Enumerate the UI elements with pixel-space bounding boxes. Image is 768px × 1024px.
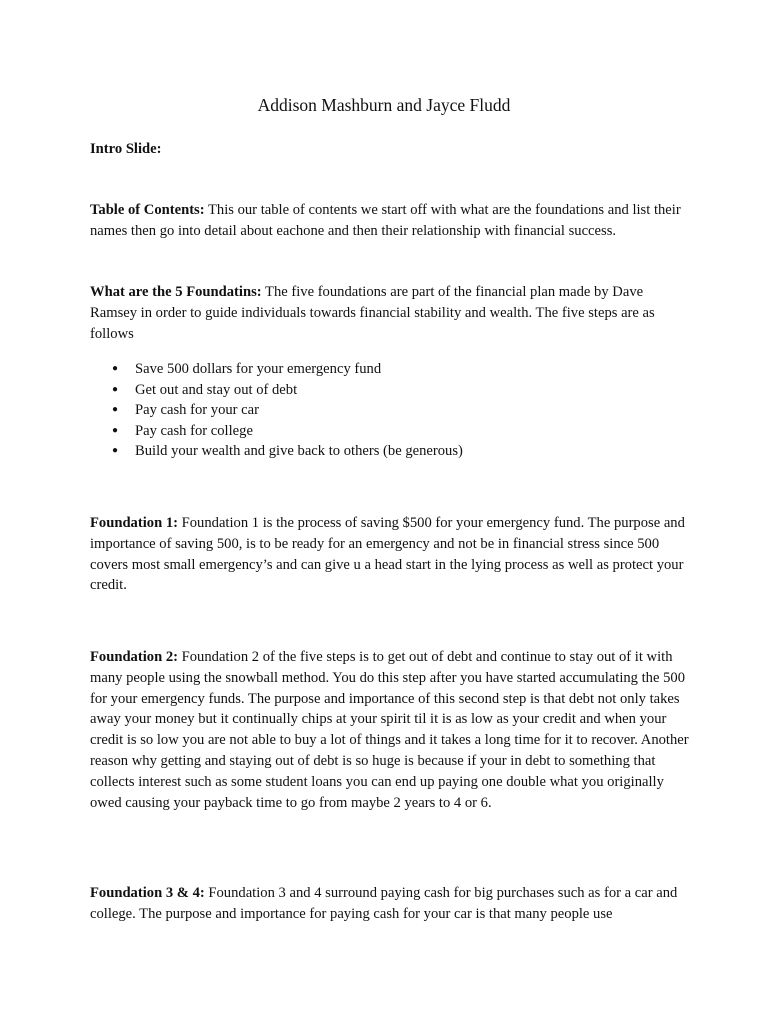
section-foundation-2 [90,647,690,813]
section-body: Foundation 3 and 4 surround paying cash for big purchases such as for a car and college. The purpose and importance for paying cash for your car is that many people use [90,885,678,922]
list-item: ● Build your wealth and give back to others (be generous) [90,441,463,462]
section-table-of-contents [90,200,690,242]
section-heading: Table of Contents: [90,202,205,218]
section-foundation-3-4 [90,883,690,925]
section-body: The five foundations are part of the financial plan made by Dave Ramsey in order to guide individuals towards financial stability and wealth. The five steps are as follows [90,284,655,342]
section-intro-slide [90,139,690,160]
section-body: Foundation 2 of the five steps is to get out of debt and continue to stay out of it with many people using the snowball method. You do this step after you have started accumulating the 500 for your emergency funds. The purpose and importance of this second step is that debt not only takes away your money but it continually chips at your spirit til it is as low as your credit and when your credit is so low you are not able to buy a lot of things and it takes a long time for it to recover. Another reason why getting and staying out of debt is so huge is because if your in debt to something that collects interest such as some student loans you can end up paying one double what you originally owed causing your payback time to go from maybe 2 years to 4 or 6. [90,649,689,811]
section-heading: Intro Slide: [90,141,162,157]
list-item: ● Get out and stay out of debt [90,380,463,401]
section-heading: What are the 5 Foundatins: [90,284,262,300]
list-item: ● Save 500 dollars for your emergency fund [90,359,463,380]
section-body: This our table of contents we start off with what are the foundations and list their names then go into detail about eachone and then their relationship with financial success. [90,202,681,239]
foundations-list [90,359,463,462]
section-foundation-1 [90,513,690,596]
list-item: ● Pay cash for college [90,421,463,442]
document-page [90,0,690,1024]
section-heading: Foundation 3 & 4: [90,885,205,901]
section-five-foundations [90,282,690,344]
list-item: ● Pay cash for your car [90,400,463,421]
document-title: Addison Mashburn and Jayce Fludd [257,95,511,115]
section-body: Foundation 1 is the process of saving $500 for your emergency fund. The purpose and importance of saving 500, is to be ready for an emergency and not be in financial stress since 500 covers most small emergency’s and can give u a head start in the lying process as well as protect your credit. [90,515,685,594]
section-heading: Foundation 1: [90,515,178,531]
section-heading: Foundation 2: [90,649,178,665]
